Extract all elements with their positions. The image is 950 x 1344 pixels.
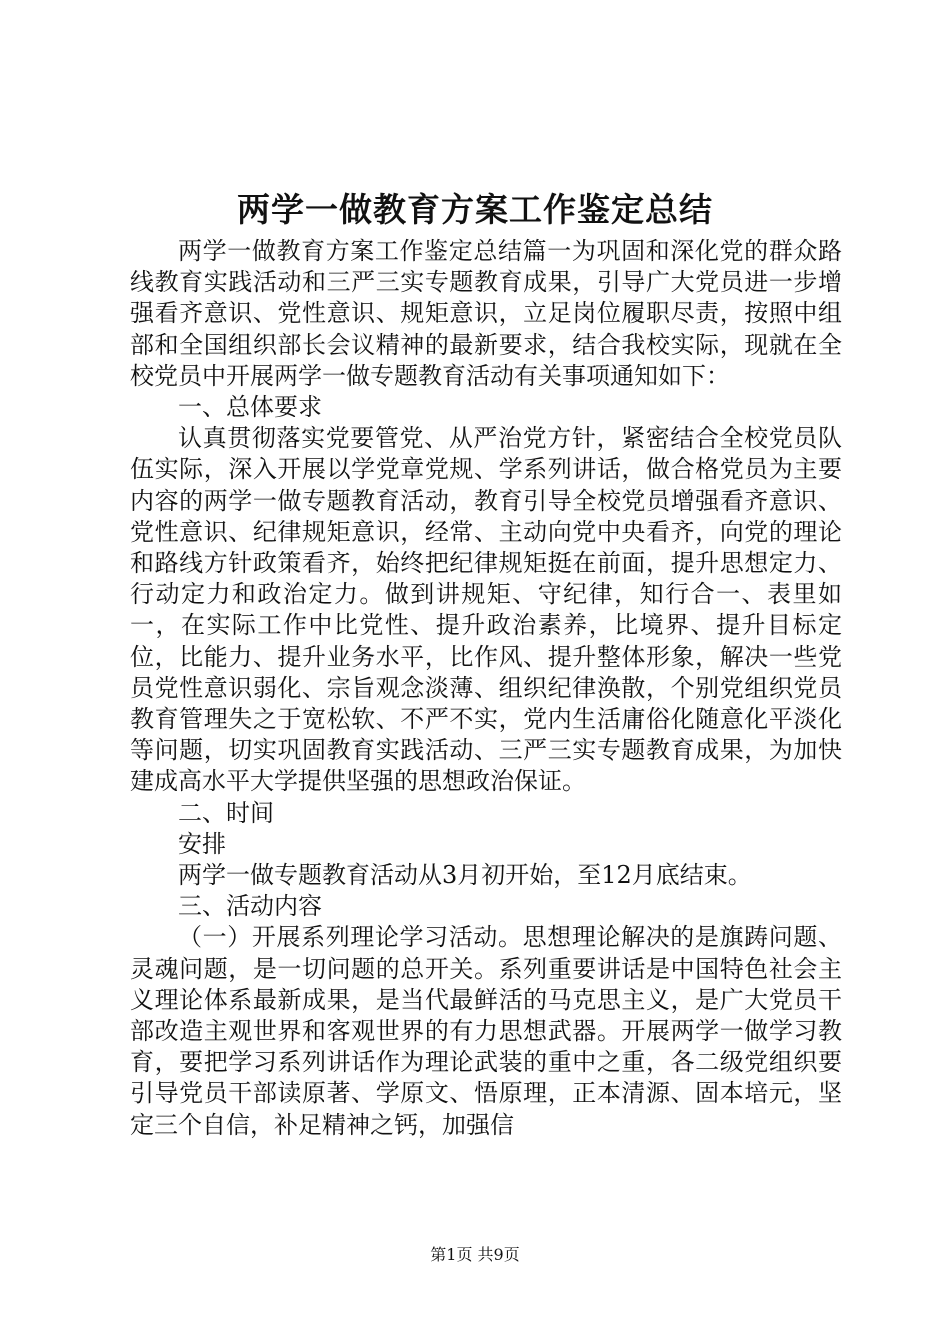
- intro-paragraph: 两学一做教育方案工作鉴定总结篇一为巩固和深化党的群众路线教育实践活动和三严三实专题教育成果，引导广大党员进一步增强看齐意识、党性意识、规矩意识，立足岗位履职尽责，按照中组部和全国组织部长会议精神的最新要求，结合我校实际，现就在全校党员中开展两学一做专题教育活动有关事项通知如下：: [130, 237, 842, 390]
- time-paragraph: 两学一做专题教育活动从3月初开始，至12月底结束。: [178, 861, 752, 890]
- section-heading-requirements: 一、总体要求: [178, 393, 322, 422]
- section-heading-content: 三、活动内容: [178, 892, 322, 921]
- content-paragraph: （一）开展系列理论学习活动。思想理论解决的是旗踌问题、灵魂问题，是一切问题的总开关。系列重要讲话是中国特色社会主义理论体系最新成果，是当代最鲜活的马克思主义，是广大党员干部改造主观世界和客观世界的有力思想武器。开展两学一做学习教育，要把学习系列讲话作为理论武装的重中之重，各二级党组织要引导党员干部读原著、学原文、悟原理，正本清源、固本培元，坚定三个自信，补足精神之钙，加强信: [130, 923, 842, 1139]
- requirements-paragraph: 认真贯彻落实党要管党、从严治党方针，紧密结合全校党员队伍实际，深入开展以学党章党规、学系列讲话，做合格党员为主要内容的两学一做专题教育活动，教育引导全校党员增强看齐意识、党性意识、纪律规矩意识，经常、主动向党中央看齐，向党的理论和路线方针政策看齐，始终把纪律规矩挺在前面，提升思想定力、行动定力和政治定力。做到讲规矩、守纪律，知行合一、表里如一，在实际工作中比党性、提升政治素养，比境界、提升目标定位，比能力、提升业务水平，比作风、提升整体形象，解决一些党员党性意识弱化、宗旨观念淡薄、组织纪律涣散，个别党组织党员教育管理失之于宽松软、不严不实，党内生活庸俗化随意化平淡化等问题，切实巩固教育实践活动、三严三实专题教育成果，为加快建成高水平大学提供坚强的思想政治保证。: [130, 424, 842, 796]
- section-heading-arrangement: 安排: [178, 829, 226, 858]
- page-number-footer: 第1页 共9页: [430, 1245, 520, 1264]
- section-heading-time: 二、时间: [178, 798, 274, 827]
- document-title: 两学一做教育方案工作鉴定总结: [237, 190, 713, 229]
- document-body: [130, 236, 842, 1141]
